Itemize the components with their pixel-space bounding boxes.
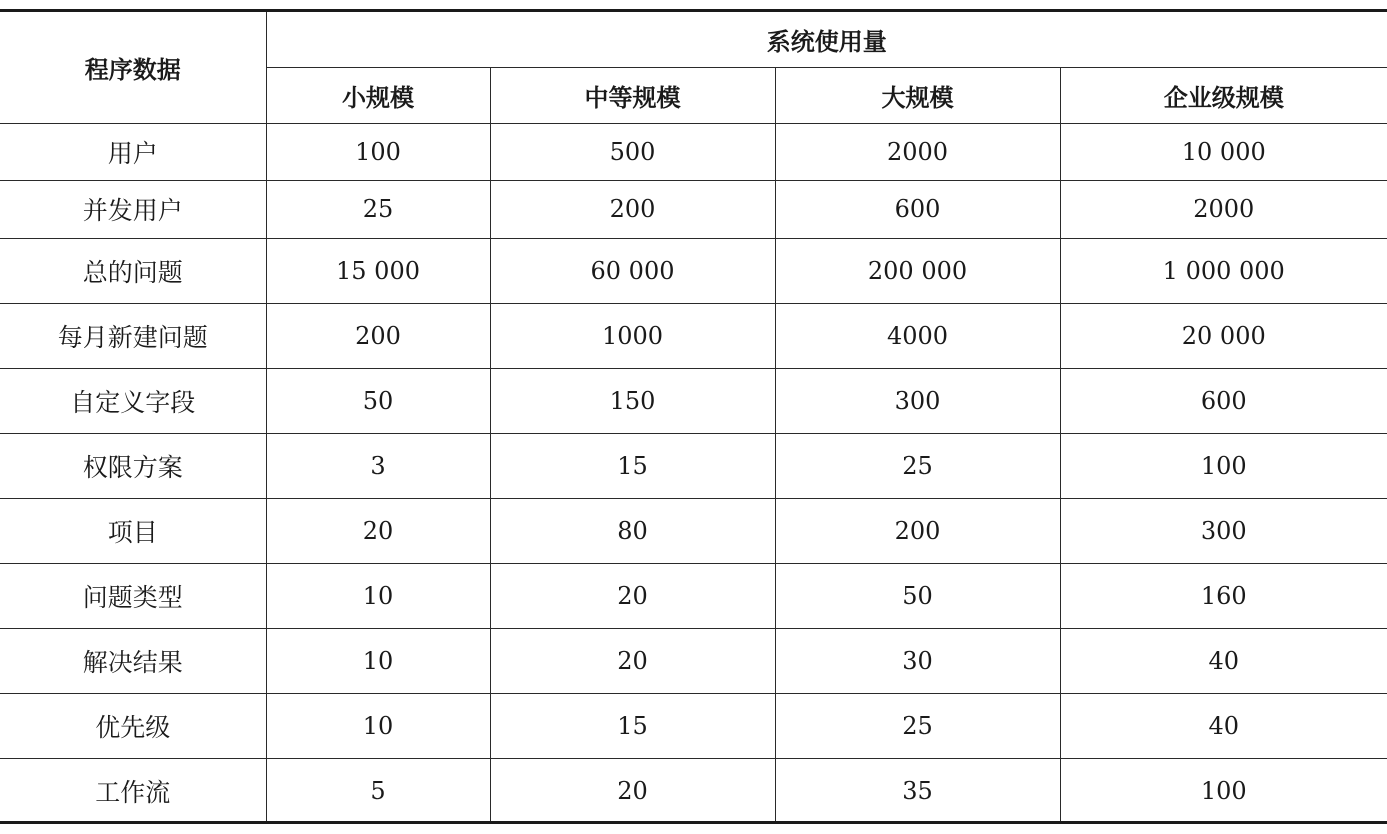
table-cell: 200 bbox=[490, 180, 775, 238]
table-cell: 100 bbox=[1060, 758, 1387, 823]
table-cell: 1000 bbox=[490, 303, 775, 368]
row-label: 并发用户 bbox=[0, 180, 266, 238]
column-header-large: 大规模 bbox=[775, 67, 1060, 123]
table-cell: 10 bbox=[266, 628, 490, 693]
row-label: 每月新建问题 bbox=[0, 303, 266, 368]
table-cell: 10 bbox=[266, 563, 490, 628]
table-cell: 200 bbox=[775, 498, 1060, 563]
table-row bbox=[0, 758, 1387, 823]
table-row bbox=[0, 498, 1387, 563]
table-cell: 25 bbox=[775, 693, 1060, 758]
table-cell: 300 bbox=[1060, 498, 1387, 563]
table-cell: 10 000 bbox=[1060, 123, 1387, 180]
table-cell: 20 bbox=[490, 758, 775, 823]
table-row bbox=[0, 180, 1387, 238]
row-label: 自定义字段 bbox=[0, 368, 266, 433]
table-cell: 100 bbox=[1060, 433, 1387, 498]
table-cell: 100 bbox=[266, 123, 490, 180]
table-row bbox=[0, 693, 1387, 758]
table-cell: 300 bbox=[775, 368, 1060, 433]
row-label: 用户 bbox=[0, 123, 266, 180]
table-cell: 600 bbox=[1060, 368, 1387, 433]
table-cell: 50 bbox=[775, 563, 1060, 628]
table-row bbox=[0, 238, 1387, 303]
table-cell: 60 000 bbox=[490, 238, 775, 303]
table-cell: 160 bbox=[1060, 563, 1387, 628]
table-cell: 50 bbox=[266, 368, 490, 433]
table-cell: 30 bbox=[775, 628, 1060, 693]
table-cell: 40 bbox=[1060, 628, 1387, 693]
table-cell: 20 bbox=[490, 563, 775, 628]
row-label: 权限方案 bbox=[0, 433, 266, 498]
table-cell: 40 bbox=[1060, 693, 1387, 758]
column-header-medium: 中等规模 bbox=[490, 67, 775, 123]
table-body bbox=[0, 123, 1387, 823]
column-header-enterprise: 企业级规模 bbox=[1060, 67, 1387, 123]
table-cell: 20 bbox=[266, 498, 490, 563]
row-label: 优先级 bbox=[0, 693, 266, 758]
table-cell: 1 000 000 bbox=[1060, 238, 1387, 303]
table-row bbox=[0, 303, 1387, 368]
table-row bbox=[0, 123, 1387, 180]
table-row bbox=[0, 433, 1387, 498]
group-header: 系统使用量 bbox=[266, 12, 1387, 67]
table-cell: 3 bbox=[266, 433, 490, 498]
row-label: 总的问题 bbox=[0, 238, 266, 303]
table-row bbox=[0, 628, 1387, 693]
row-label: 问题类型 bbox=[0, 563, 266, 628]
table-cell: 2000 bbox=[1060, 180, 1387, 238]
table-cell: 15 bbox=[490, 433, 775, 498]
table-cell: 20 bbox=[490, 628, 775, 693]
table-row bbox=[0, 563, 1387, 628]
row-label: 解决结果 bbox=[0, 628, 266, 693]
table-cell: 15 000 bbox=[266, 238, 490, 303]
system-usage-table bbox=[0, 12, 1387, 823]
table-cell: 25 bbox=[775, 433, 1060, 498]
table-cell: 20 000 bbox=[1060, 303, 1387, 368]
table-cell: 35 bbox=[775, 758, 1060, 823]
table-cell: 25 bbox=[266, 180, 490, 238]
table-header bbox=[0, 12, 1387, 123]
table-cell: 4000 bbox=[775, 303, 1060, 368]
table-cell: 5 bbox=[266, 758, 490, 823]
table-cell: 2000 bbox=[775, 123, 1060, 180]
row-label: 项目 bbox=[0, 498, 266, 563]
table-cell: 10 bbox=[266, 693, 490, 758]
table-cell: 200 000 bbox=[775, 238, 1060, 303]
table-cell: 80 bbox=[490, 498, 775, 563]
row-label: 工作流 bbox=[0, 758, 266, 823]
table-cell: 200 bbox=[266, 303, 490, 368]
table-row bbox=[0, 368, 1387, 433]
bottom-rule bbox=[0, 821, 1387, 824]
table-cell: 500 bbox=[490, 123, 775, 180]
table-cell: 600 bbox=[775, 180, 1060, 238]
table-cell: 15 bbox=[490, 693, 775, 758]
table-cell: 150 bbox=[490, 368, 775, 433]
corner-header: 程序数据 bbox=[0, 12, 266, 123]
column-header-small: 小规模 bbox=[266, 67, 490, 123]
